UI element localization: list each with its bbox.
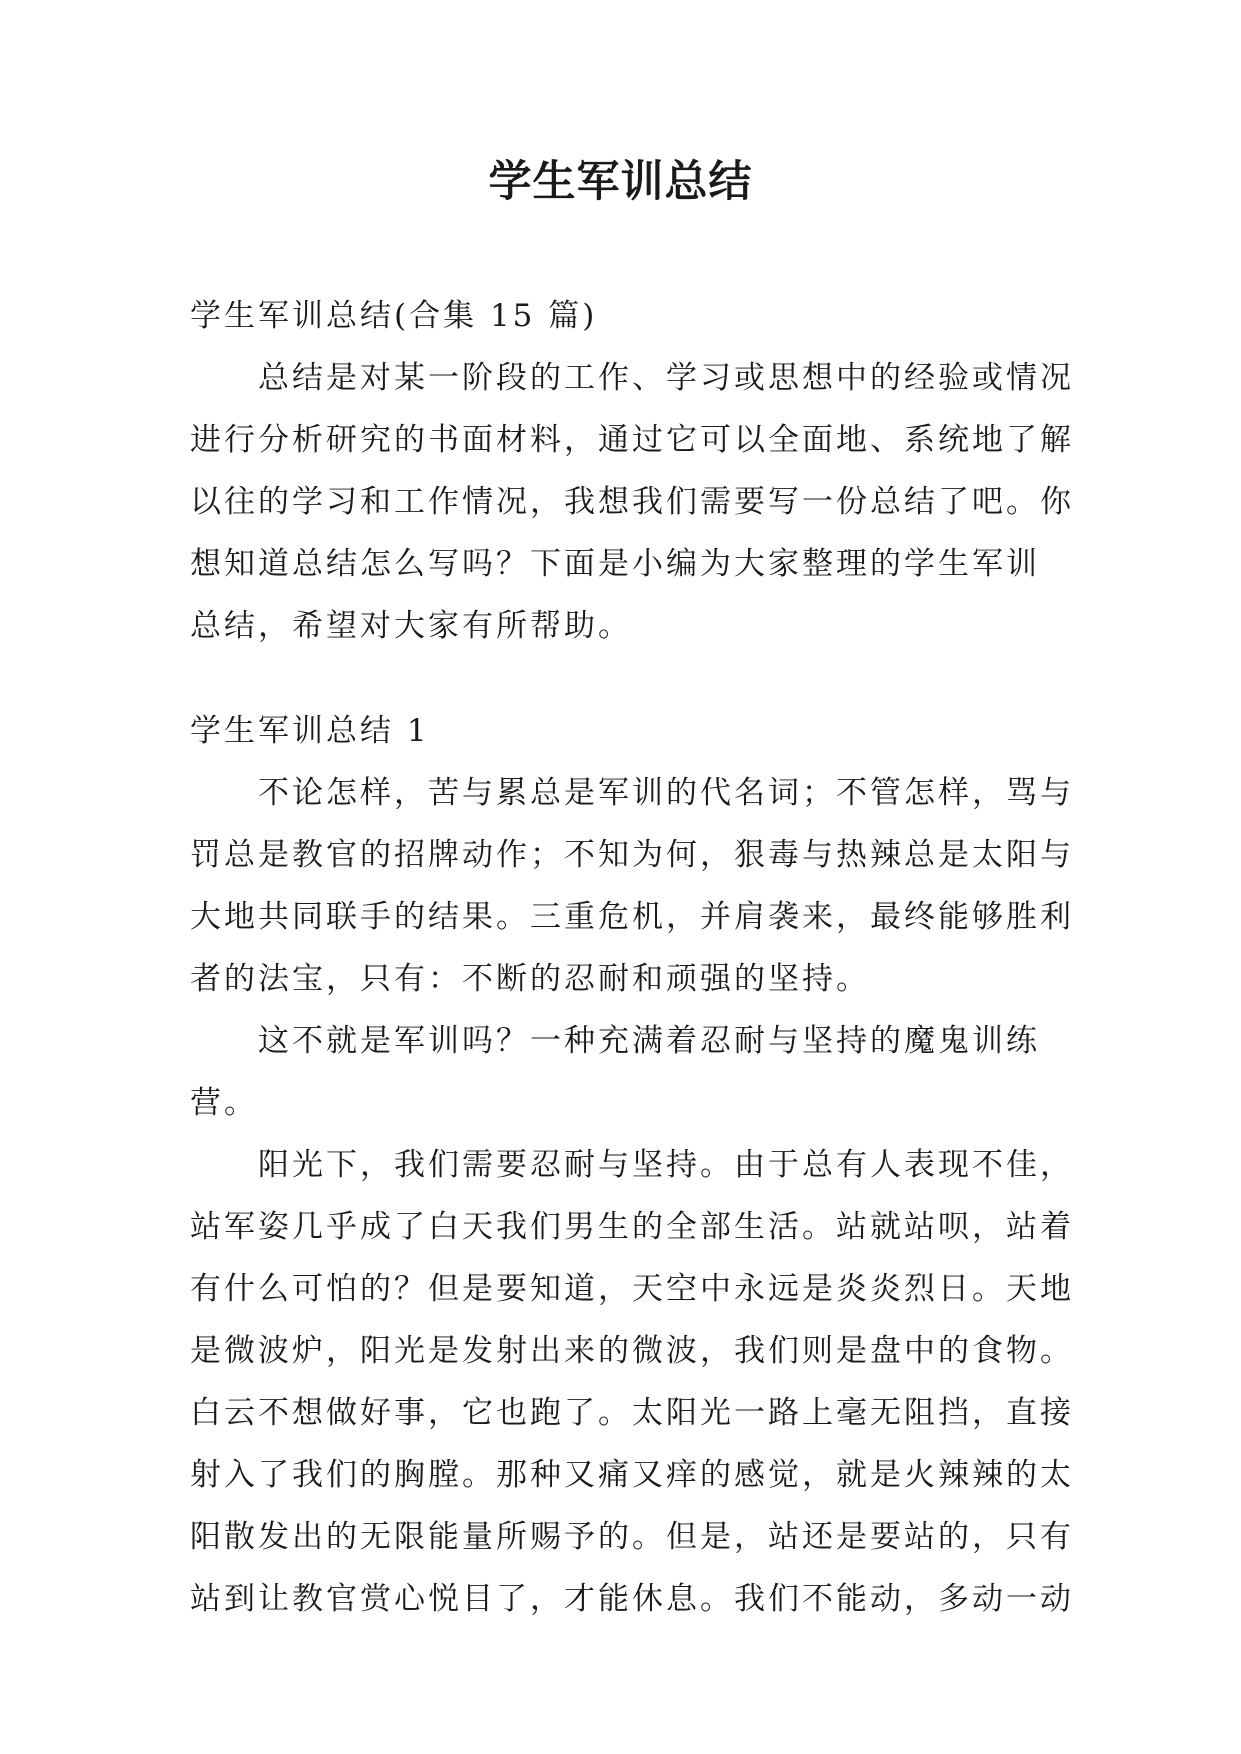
document-subtitle: 学生军训总结(合集 15 篇) [190, 298, 598, 334]
paragraph-1 [190, 762, 1074, 1010]
document-title: 学生军训总结 [488, 157, 753, 207]
paragraph-line: 站到让教官赏心悦目了，才能休息。我们不能动，多动一动 [190, 1581, 1074, 1617]
intro-line: 总结是对某一阶段的工作、学习或思想中的经验或情况 [258, 360, 1074, 396]
paragraph-line: 白云不想做好事，它也跑了。太阳光一路上毫无阻挡，直接 [190, 1395, 1074, 1431]
paragraph-line: 射入了我们的胸膛。那种又痛又痒的感觉，就是火辣辣的太 [190, 1457, 1074, 1493]
paragraph-line: 有什么可怕的？但是要知道，天空中永远是炎炎烈日。天地 [190, 1271, 1074, 1307]
intro-line: 想知道总结怎么写吗？下面是小编为大家整理的学生军训 [190, 546, 1040, 582]
intro-line: 进行分析研究的书面材料，通过它可以全面地、系统地了解 [190, 422, 1074, 458]
paragraph-line: 罚总是教官的招牌动作；不知为何，狠毒与热辣总是太阳与 [190, 837, 1074, 873]
intro-line: 以往的学习和工作情况，我想我们需要写一份总结了吧。你 [190, 484, 1074, 520]
section-gap [190, 657, 1060, 700]
paragraph-line: 是微波炉，阳光是发射出来的微波，我们则是盘中的食物。 [190, 1333, 1074, 1369]
section-heading: 学生军训总结 1 [190, 713, 430, 749]
paragraph-line: 站军姿几乎成了白天我们男生的全部生活。站就站呗，站着 [190, 1209, 1074, 1245]
paragraph-line: 者的法宝，只有：不断的忍耐和顽强的坚持。 [190, 961, 870, 997]
paragraph-line: 这不就是军训吗？一种充满着忍耐与坚持的魔鬼训练 [258, 1023, 1040, 1059]
document-body [190, 285, 1074, 1630]
paragraph-line: 不论怎样，苦与累总是军训的代名词；不管怎样，骂与 [258, 775, 1074, 811]
paragraph-2 [190, 1010, 1060, 1134]
intro-paragraph [190, 347, 1074, 657]
paragraph-line: 大地共同联手的结果。三重危机，并肩袭来，最终能够胜利 [190, 899, 1074, 935]
paragraph-line: 阳光下，我们需要忍耐与坚持。由于总有人表现不佳， [258, 1147, 1074, 1183]
paragraph-line: 阳散发出的无限能量所赐予的。但是，站还是要站的，只有 [190, 1519, 1074, 1555]
paragraph-line: 营。 [190, 1085, 258, 1121]
intro-line: 总结，希望对大家有所帮助。 [190, 608, 632, 644]
paragraph-3 [190, 1134, 1074, 1630]
